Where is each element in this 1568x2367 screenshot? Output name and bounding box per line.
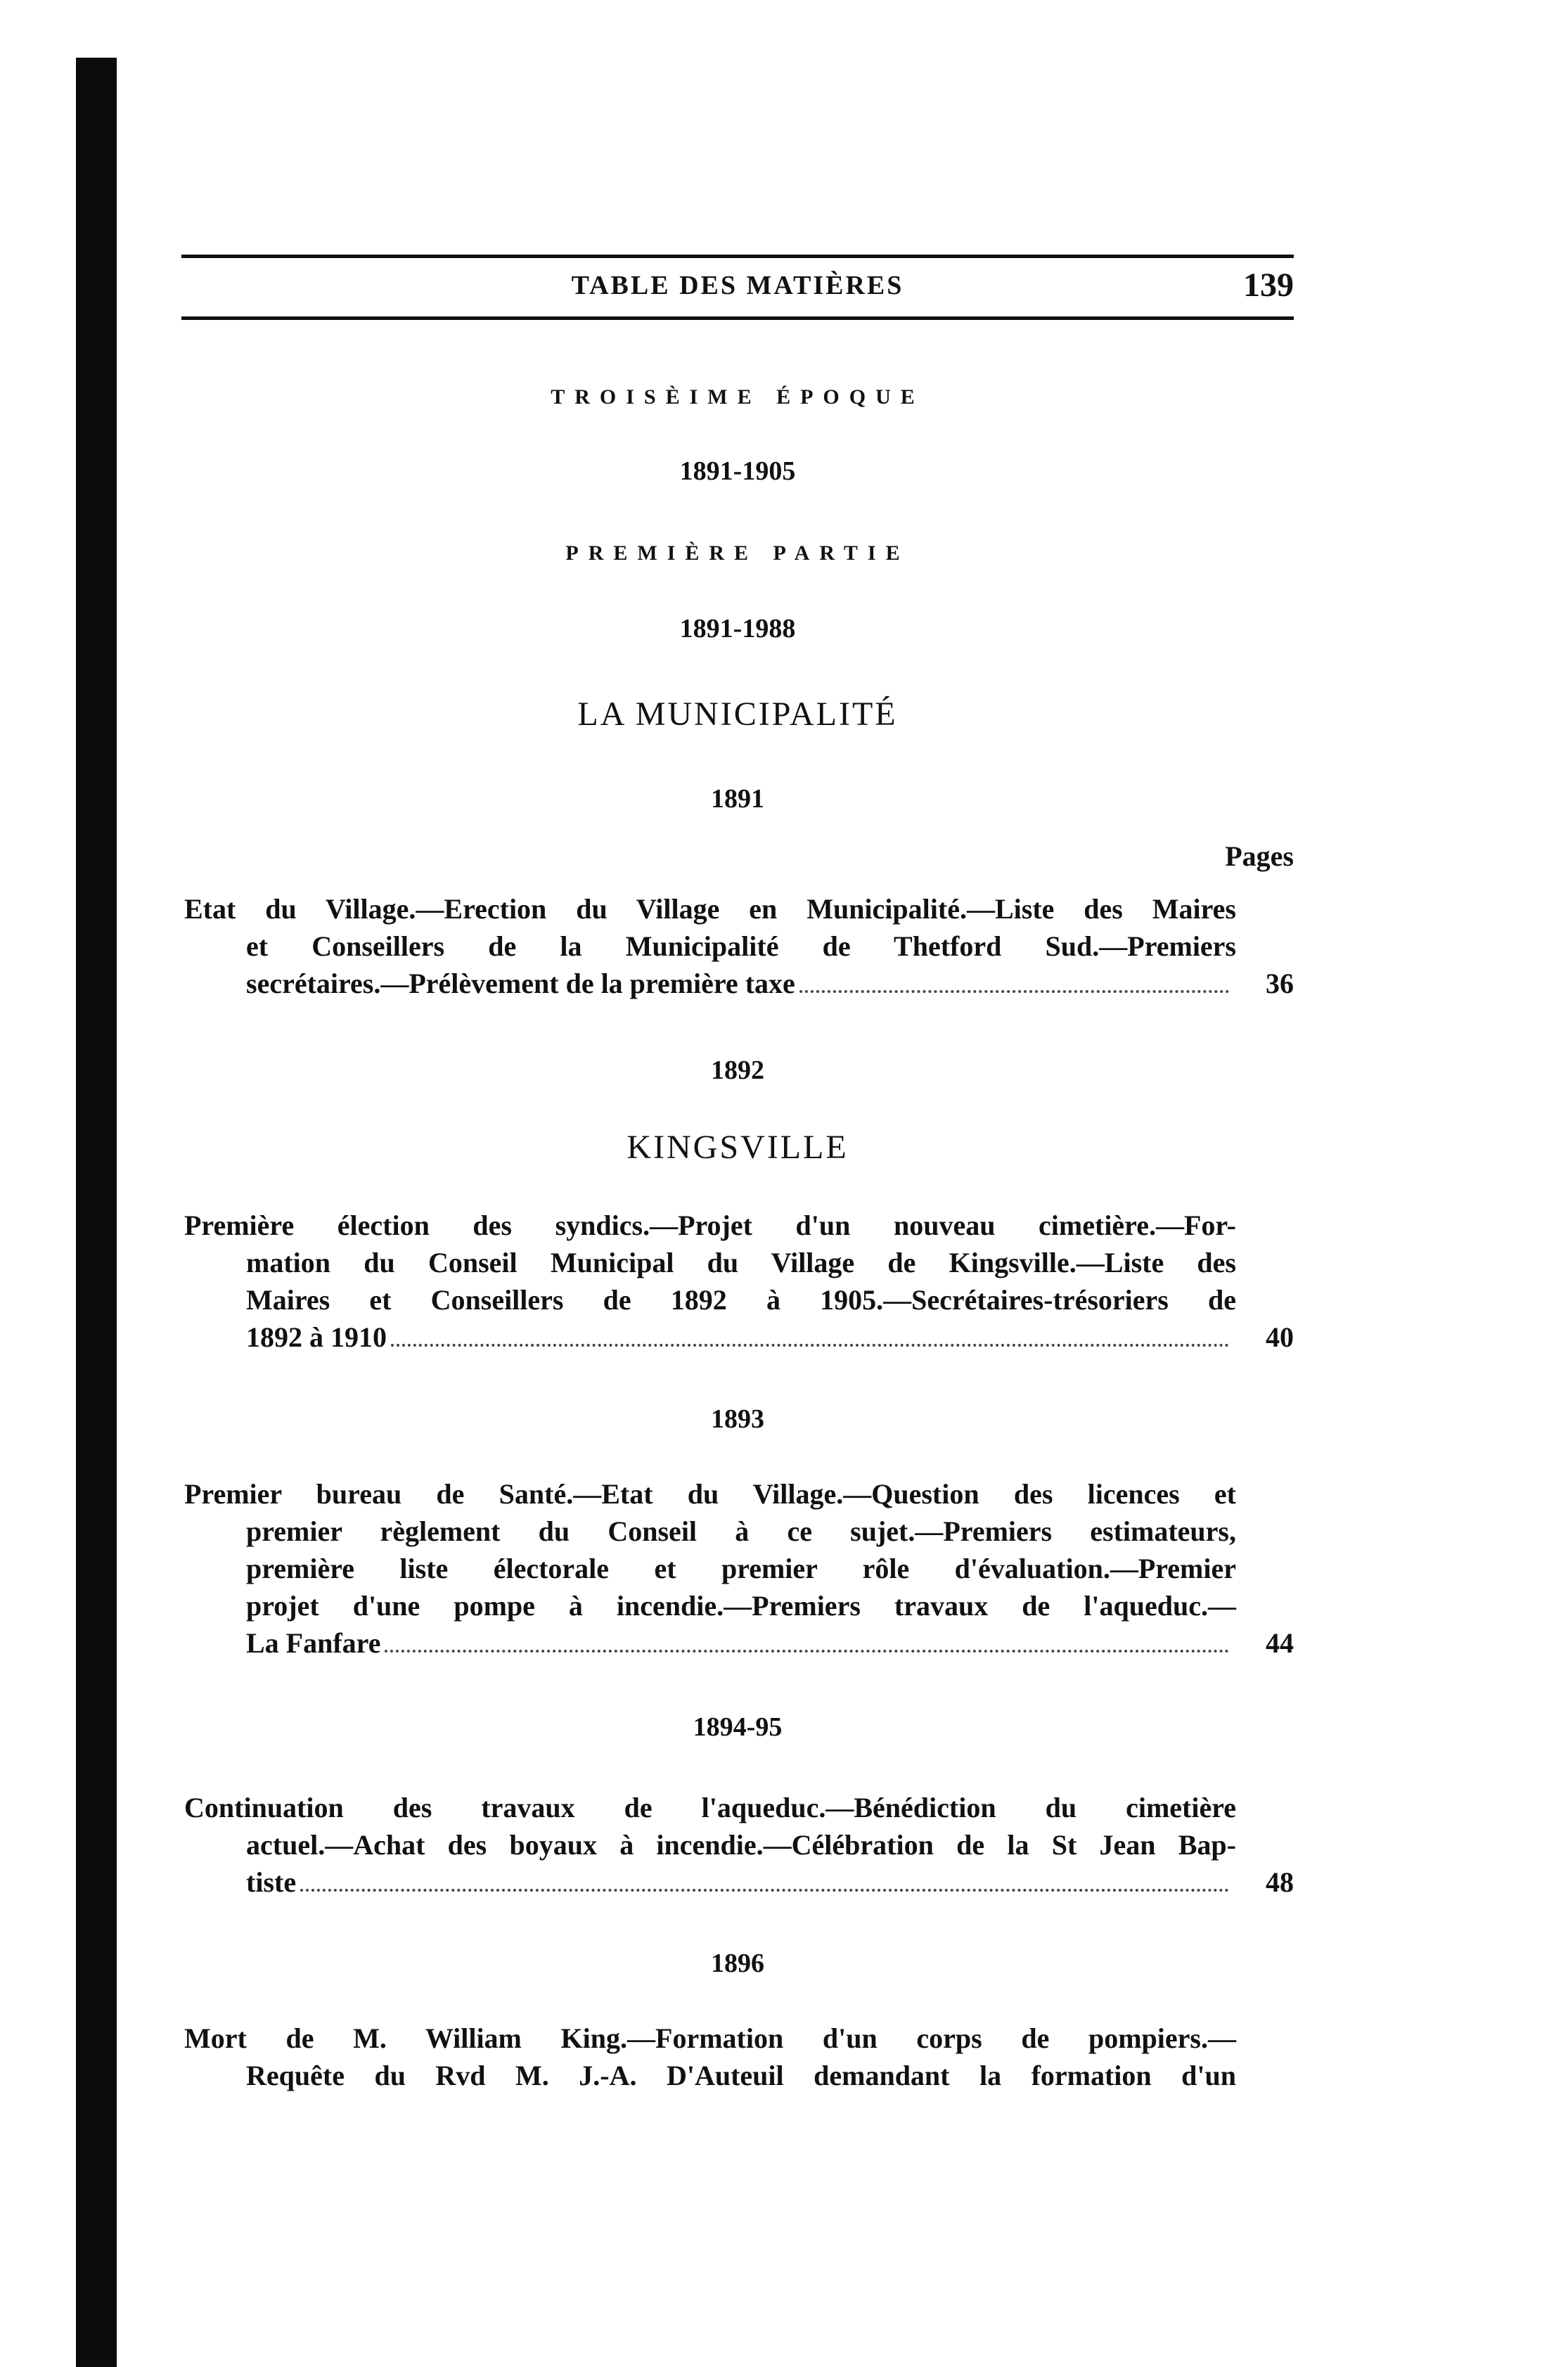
pages-column-label: Pages <box>1225 840 1294 872</box>
entry-line: Continuation des travaux de l'aqueduc.—Bénédiction du cimetière <box>184 1792 1236 1823</box>
entry-page-number: 44 <box>1266 1627 1294 1659</box>
section-title-municipalite: LA MUNICIPALITÉ <box>577 695 898 733</box>
year-heading: 1894-95 <box>693 1712 783 1742</box>
year-heading: 1896 <box>711 1949 764 1978</box>
entry-line: et Conseillers de la Municipalité de Thetford Sud.—Premiers <box>246 930 1236 962</box>
entry-line-text: secrétaires.—Prélèvement de la première taxe <box>246 968 795 999</box>
entry-line: premier règlement du Conseil à ce sujet.—Premiers estimateurs, <box>246 1515 1236 1547</box>
entry-line-last <box>184 1864 1236 1901</box>
year-heading: 1893 <box>711 1404 764 1434</box>
entry-line: Maires et Conseillers de 1892 à 1905.—Secrétaires-trésoriers de <box>246 1284 1236 1316</box>
running-title: TABLE DES MATIÈRES <box>571 271 904 300</box>
entry-line: Premier bureau de Santé.—Etat du Village.—Question des licences et <box>184 1478 1236 1510</box>
entry-line: Première élection des syndics.—Projet d'un nouveau cimetière.—For- <box>184 1210 1236 1241</box>
binding-shadow <box>76 58 117 2367</box>
entry-line-text: 1892 à 1910 <box>246 1321 387 1353</box>
toc-entry <box>184 890 1294 1002</box>
toc-entry <box>184 2020 1236 2094</box>
part-years: 1891-1988 <box>679 614 796 643</box>
entry-line-last <box>184 1319 1236 1356</box>
header-rule-bottom <box>181 316 1294 320</box>
entry-line-text: La Fanfare <box>246 1627 381 1659</box>
page-number: 139 <box>1243 267 1294 304</box>
year-heading: 1891 <box>711 784 764 814</box>
epoch-years: 1891-1905 <box>679 456 796 486</box>
running-header <box>181 266 1294 312</box>
entry-page-number: 40 <box>1266 1321 1294 1353</box>
entry-line: première liste électorale et premier rôle d'évaluation.—Premier <box>246 1553 1236 1584</box>
section-title-kingsville: KINGSVILLE <box>626 1129 849 1166</box>
entry-line: actuel.—Achat des boyaux à incendie.—Célébration de la St Jean Bap- <box>246 1829 1236 1861</box>
dot-leader <box>385 1650 1229 1653</box>
entry-line: Etat du Village.—Erection du Village en Municipalité.—Liste des Maires <box>184 893 1236 925</box>
header-rule-top <box>181 255 1294 258</box>
toc-entry <box>184 1789 1294 1901</box>
entry-page-number: 48 <box>1266 1866 1294 1898</box>
entry-line-text: tiste <box>246 1866 297 1898</box>
dot-leader <box>799 990 1229 993</box>
dot-leader <box>300 1889 1229 1892</box>
dot-leader <box>391 1344 1229 1347</box>
entry-line: mation du Conseil Municipal du Village de Kingsville.—Liste des <box>246 1247 1236 1278</box>
entry-line-last <box>184 1624 1236 1662</box>
entry-line: projet d'une pompe à incendie.—Premiers travaux de l'aqueduc.— <box>246 1590 1236 1622</box>
entry-line-last <box>184 965 1236 1002</box>
toc-entry <box>184 1207 1294 1356</box>
year-heading: 1892 <box>711 1056 764 1085</box>
epoch-label: TROISÈIME ÉPOQUE <box>551 385 925 409</box>
entry-line: Requête du Rvd M. J.-A. D'Auteuil demandant la formation d'un <box>246 2060 1236 2091</box>
part-label: PREMIÈRE PARTIE <box>565 541 910 565</box>
entry-page-number: 36 <box>1266 968 1294 999</box>
entry-line: Mort de M. William King.—Formation d'un corps de pompiers.— <box>184 2022 1236 2054</box>
toc-entry <box>184 1475 1294 1662</box>
